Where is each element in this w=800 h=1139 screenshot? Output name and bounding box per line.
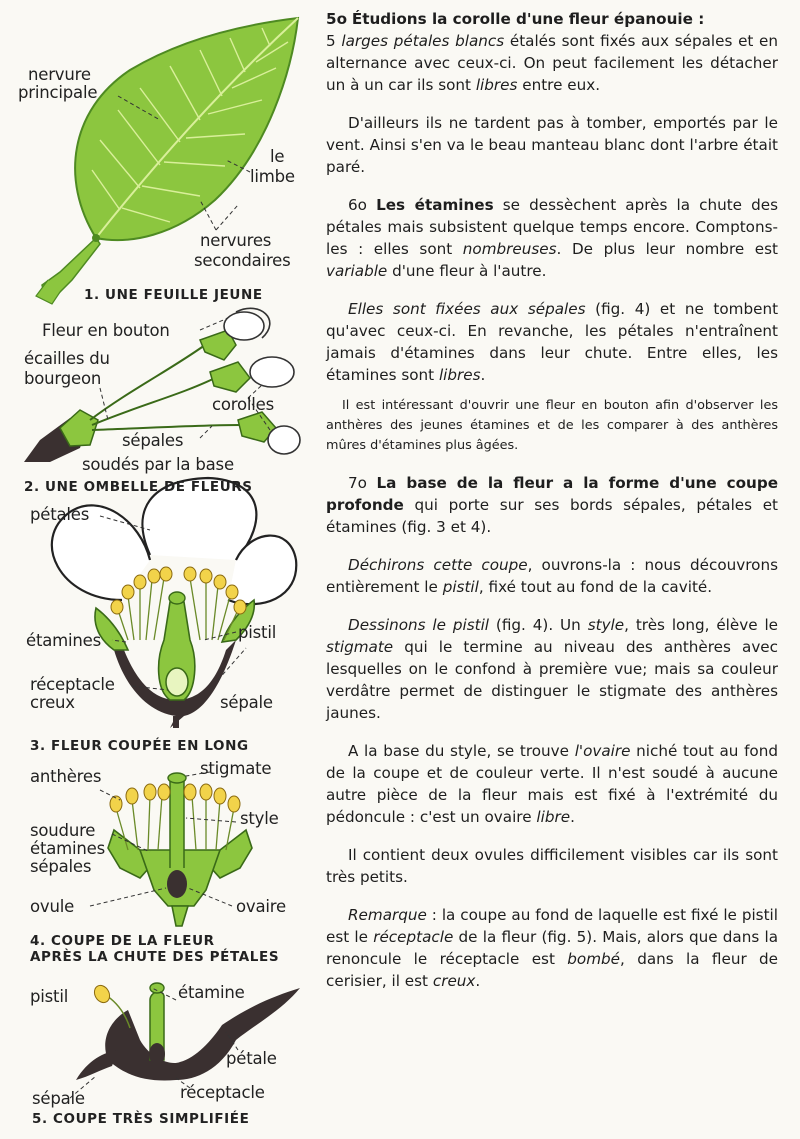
label-sepale: sépale: [220, 693, 273, 712]
paragraph-sepales: Elles sont fixées aux sépales (fig. 4) et ne tombent qu'avec ceux-ci. En revanche, les pétales n'entraînent jamais d'étamines dans leur chute. Entre elles, les étamines sont libres.: [326, 300, 779, 384]
paragraph-ovaire: A la base du style, se trouve l'ovaire niché tout au fond de la coupe et de couleur verte. Il n'est soudé à aucune autre pièce de la fleur mais est fixé à l'extrémité du pédoncule : c'est un ovaire libre.: [326, 742, 778, 826]
label-limbe: limbe: [250, 167, 295, 186]
label-receptacle-fig5: réceptacle: [180, 1083, 265, 1102]
caption-fig4-line2: APRÈS LA CHUTE DES PÉTALES: [30, 949, 280, 965]
label-etamines-fig4: étamines: [30, 839, 105, 858]
label-ovule: ovule: [30, 897, 75, 916]
label-ovaire: ovaire: [236, 897, 286, 916]
section-without-petals-illustration: [90, 772, 252, 926]
label-bourgeon: bourgeon: [24, 369, 102, 388]
paragraph-5-corolle: 5o Étudions la corolle d'une fleur épanouie : 5 larges pétales blancs étalés sont fixés aux sépales et en alternance avec ceux-ci. On peut facilement les détacher un à un car ils sont libres entre eux.: [326, 10, 779, 94]
label-pistil-fig5: pistil: [30, 987, 69, 1006]
label-corolles: corolles: [212, 395, 274, 414]
paragraph-remarque: Remarque : la coupe au fond de laquelle est fixé le pistil est le réceptacle de la fleur (fig. 5). Mais, alors que dans la renoncule le réceptacle est bombé, dans la fleur de cerisier, il est creux.: [326, 906, 779, 990]
label-secondaires: secondaires: [194, 251, 291, 270]
label-receptacle: réceptacle: [30, 675, 115, 694]
label-fleur-en-bouton: Fleur en bouton: [42, 321, 170, 340]
label-petale: pétale: [226, 1049, 277, 1068]
label-style: style: [240, 809, 279, 828]
caption-fig5: 5. COUPE TRÈS SIMPLIFIÉE: [32, 1111, 250, 1127]
paragraph-note-bouton: Il est intéressant d'ouvrir une fleur en bouton afin d'observer les anthères des jeunes étamines et de les comparer à des anthères mûres d'étamines plus âgées.: [326, 398, 778, 453]
paragraph-7-base: 7o La base de la fleur a la forme d'une coupe profonde qui porte sur ses bords sépales, pétales et étamines (fig. 3 et 4).: [326, 474, 779, 536]
label-ecailles: écailles du: [24, 349, 110, 368]
paragraph-dechirons: Déchirons cette coupe, ouvrons-la : nous découvrons entièrement le pistil, fixé tout au fond de la cavité.: [326, 556, 778, 596]
text-column: [326, 8, 778, 992]
label-petales: pétales: [30, 505, 90, 524]
paragraph-dessinons: Dessinons le pistil (fig. 4). Un style, très long, élève le stigmate qui le termine au niveau des anthères avec lesquelles on le confond à première vue; mais sa couleur verdâtre permet de distinguer le stigmate des anthères jaunes.: [326, 616, 779, 722]
label-nervure-principale-2: principale: [18, 83, 98, 102]
label-soudes-par-la-base: soudés par la base: [82, 455, 234, 474]
section-number-5: 5o: [326, 10, 348, 28]
label-nervures: nervures: [200, 231, 272, 250]
label-nervure-principale: nervure: [28, 65, 91, 84]
paragraph-ovules: Il contient deux ovules difficilement visibles car ils sont très petits.: [326, 846, 778, 886]
paragraph-6-etamines: 6o Les étamines se dessèchent après la chute des pétales mais subsistent quelque temps encore. Comptons-les : elles sont nombreuses. De plus leur nombre est variable d'une fleur à l'autre.: [326, 196, 779, 280]
caption-fig4-line1: 4. COUPE DE LA FLEUR: [30, 933, 215, 949]
paragraph-manteau: D'ailleurs ils ne tardent pas à tomber, emportés par le vent. Ainsi s'en va le beau manteau blanc dont l'arbre était paré.: [326, 114, 778, 176]
section-title-etamines: Les étamines: [376, 196, 494, 214]
label-pistil: pistil: [238, 623, 277, 642]
label-stigmate: stigmate: [200, 759, 272, 778]
label-sepale-fig5: sépale: [32, 1089, 85, 1108]
section-title-corolle: Étudions la corolle d'une fleur épanouie :: [351, 10, 705, 28]
label-soudure: soudure: [30, 821, 96, 840]
caption-fig1: 1. UNE FEUILLE JEUNE: [84, 287, 263, 303]
section-title-base: La base de la fleur a la forme d'une coupe profonde: [326, 474, 779, 514]
label-le: le: [270, 147, 285, 166]
label-creux: creux: [30, 693, 75, 712]
figures-column: [0, 0, 322, 1139]
label-etamine: étamine: [178, 983, 245, 1002]
caption-fig3: 3. FLEUR COUPÉE EN LONG: [30, 738, 249, 754]
label-sepales: sépales: [122, 431, 184, 450]
label-etamines: étamines: [26, 631, 101, 650]
label-sepales-fig4: sépales: [30, 857, 92, 876]
label-antheres: anthères: [30, 767, 102, 786]
caption-fig2: 2. UNE OMBELLE DE FLEURS: [24, 479, 253, 495]
